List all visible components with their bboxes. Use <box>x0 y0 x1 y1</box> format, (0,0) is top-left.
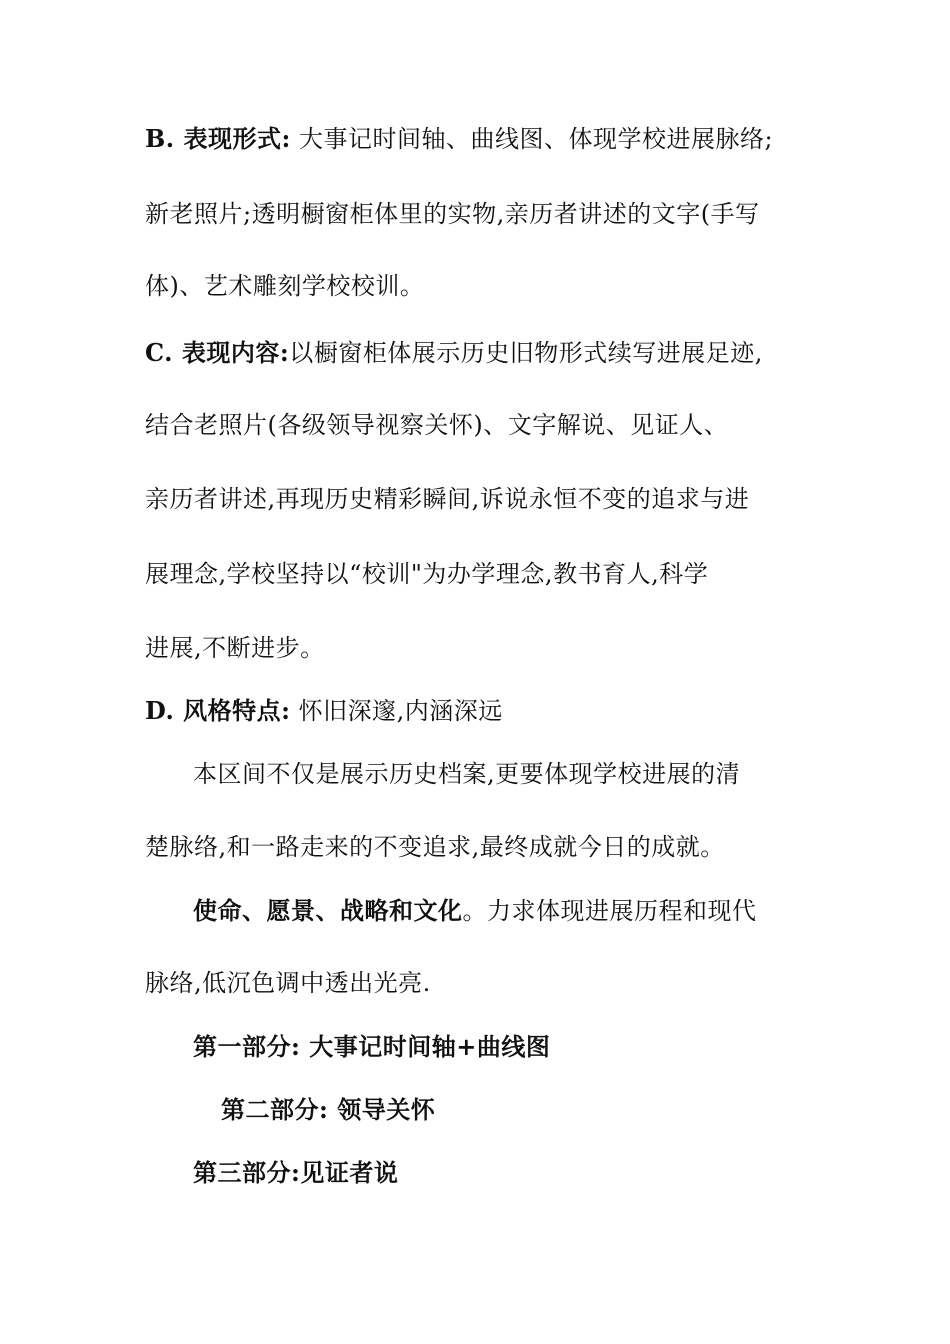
section-c-line-4: 展理念,学校坚持以“校训"为办学理念,教书育人,科学 <box>145 560 709 588</box>
section-c-line-2: 结合老照片(各级领导视察关怀)、文字解说、见证人、 <box>145 411 729 439</box>
paragraph-2-line-1 <box>193 896 757 926</box>
section-b-line-2: 新老照片;透明橱窗柜体里的实物,亲历者讲述的文字(手写 <box>145 200 760 228</box>
section-c-text-1: 以橱窗柜体展示历史旧物形式续写进展足迹, <box>289 339 763 367</box>
section-b-label: B. 表现形式: <box>145 124 291 153</box>
paragraph-2-text-1: 。力求体现进展历程和现代 <box>462 897 757 925</box>
section-d-label: D. 风格特点: <box>145 696 291 725</box>
section-b-text-1: 大事记时间轴、曲线图、体现学校进展脉络; <box>290 125 774 153</box>
paragraph-1-line-1: 本区间不仅是展示历史档案,更要体现学校进展的清 <box>193 760 741 788</box>
paragraph-1-line-2: 楚脉络,和一路走来的不变追求,最终成就今日的成就。 <box>145 833 725 861</box>
section-c-line-1 <box>145 338 763 368</box>
paragraph-2-bold: 使命、愿景、战略和文化 <box>193 896 463 925</box>
part-1-heading: 第一部分: 大事记时间轴+曲线图 <box>193 1032 551 1061</box>
section-b-line-3: 体)、艺术雕刻学校校训。 <box>145 272 425 300</box>
part-3-heading: 第三部分:见证者说 <box>193 1158 399 1187</box>
section-c-line-3: 亲历者讲述,再现历史精彩瞬间,诉说永恒不变的追求与进 <box>145 485 750 513</box>
section-b-line-1 <box>145 124 773 154</box>
section-d-text: 怀旧深邃,内涵深远 <box>290 697 503 725</box>
section-d-line <box>145 696 503 726</box>
paragraph-2-line-2: 脉络,低沉色调中透出光亮. <box>145 969 431 997</box>
section-c-label: C. 表现内容: <box>145 338 290 367</box>
section-c-line-5: 进展,不断进步。 <box>145 634 325 662</box>
part-2-heading: 第二部分: 领导关怀 <box>221 1095 436 1124</box>
